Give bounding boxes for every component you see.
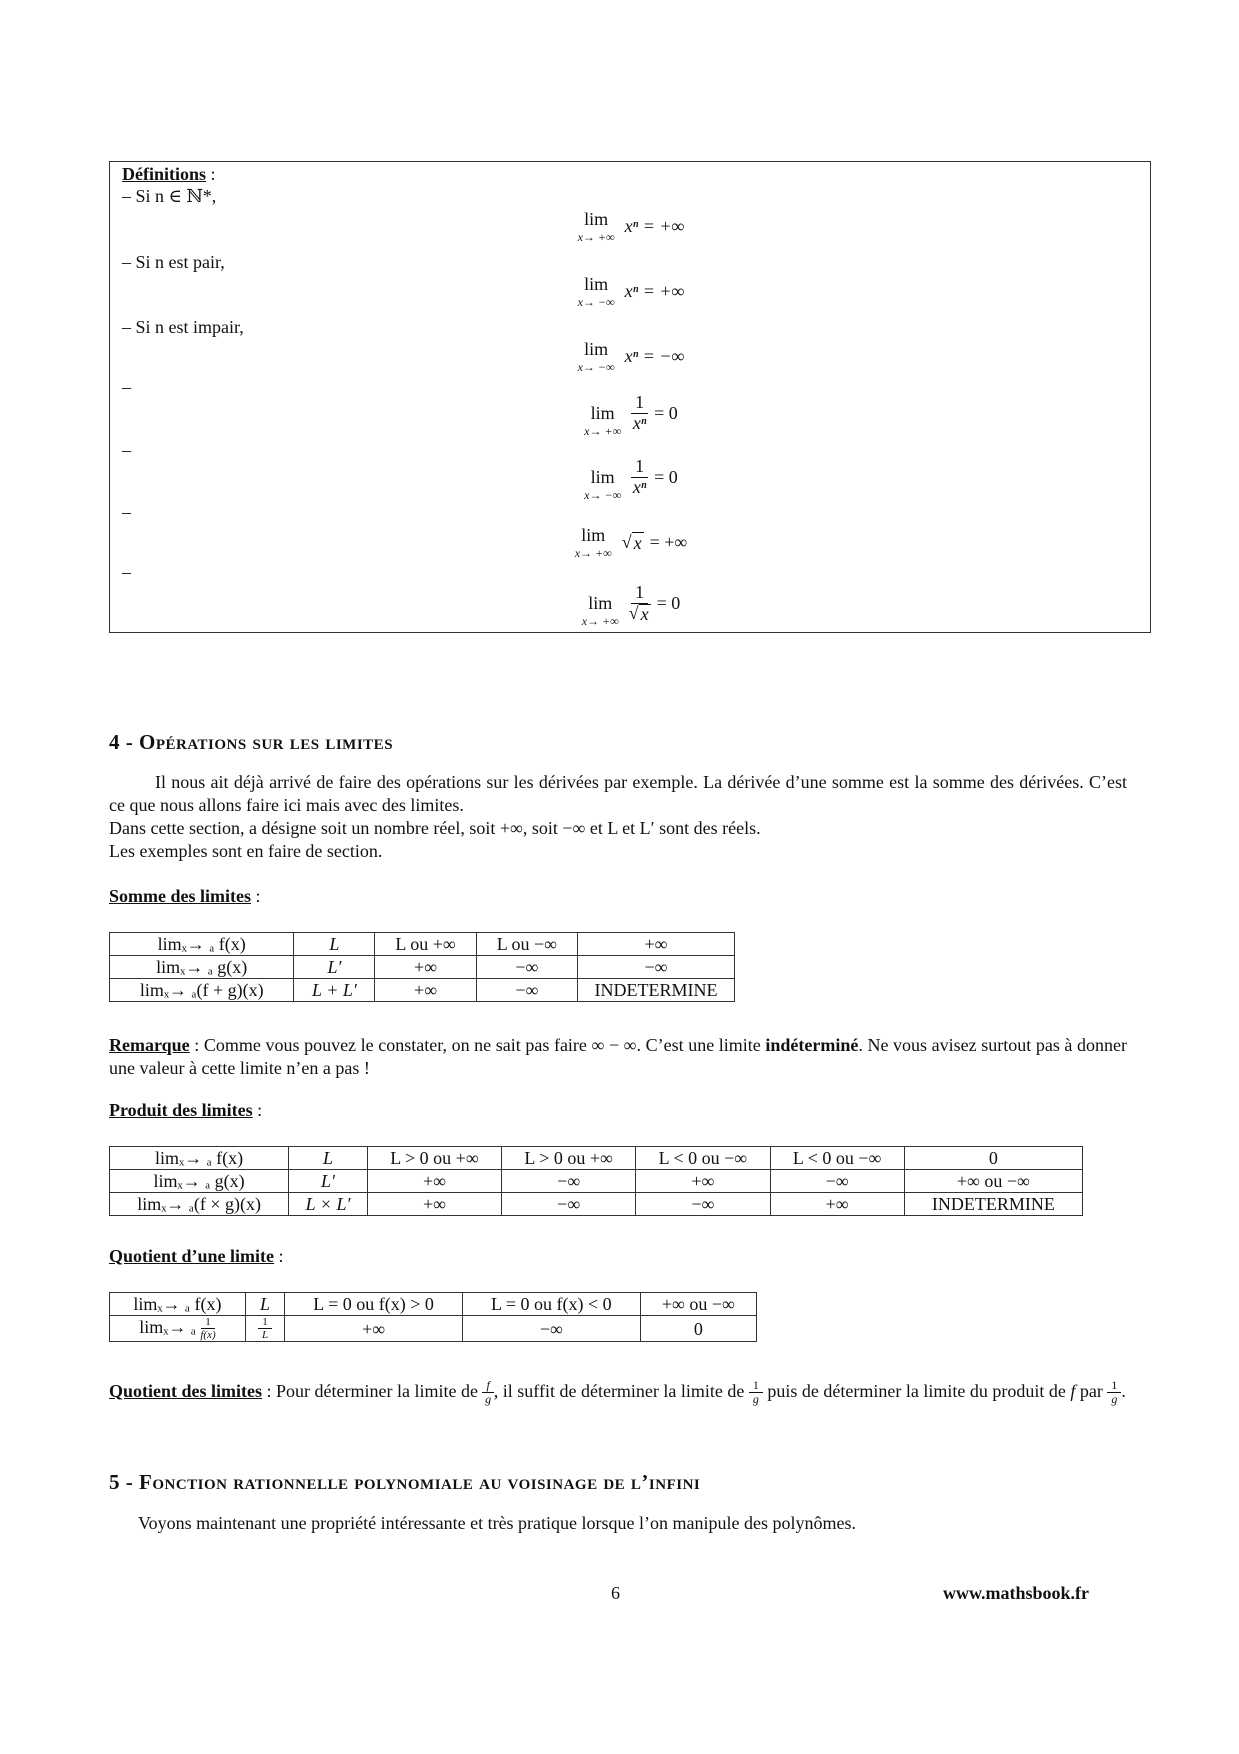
def-formula-2: lim x→ −∞ xⁿ = +∞ [577,274,685,309]
table-row: limₓ→ ₐ f(x) L L > 0 ou +∞ L > 0 ou +∞ L < 0 ou −∞ L < 0 ou −∞ 0 [110,1147,1083,1170]
somme-title: Somme des limites : [109,886,261,906]
definitions-title: Définitions : [122,164,216,184]
quotient-une-table [109,1292,757,1342]
def-formula-7: lim x→ +∞ 1 √ x = 0 [581,581,681,628]
def-item-4-label: – [122,377,131,397]
section-4-intro-1: Il nous ait déjà arrivé de faire des opérations sur les dérivées par exemple. La dérivée d’une somme est la somme des dérivées. C’est ce que nous allons faire ici mais avec des limites. [109,772,1127,815]
def-formula-6: lim x→ +∞ √ x = +∞ [574,525,688,560]
table-row: limₓ→ ₐ(f × g)(x) L × L′ +∞ −∞ −∞ +∞ INDETERMINE [110,1193,1083,1216]
def-formula-5: lim x→ −∞ $\frac{1}{\text{xⁿ}}$ = 0 [584,456,678,502]
somme-table [109,932,735,1002]
definitions-box [109,161,1151,633]
section-4-intro-3: Les exemples sont en faire de section. [109,841,383,861]
section-5-title: 5 - Fonction rationnelle polynomiale au voisinage de l’infini [109,1470,701,1494]
table-row: limₓ→ ₐ(f + g)(x) L + L′ +∞ −∞ INDETERMINE [110,979,735,1002]
section-5-intro: Voyons maintenant une propriété intéressante et très pratique lorsque l’on manipule des polynômes. [138,1513,856,1533]
quotient-inverse-l: $\frac{1}{L}$ [245,1316,284,1342]
table-row: limₓ→ ₐ g(x) L′ +∞ −∞ −∞ [110,956,735,979]
def-formula-3: lim x→ −∞ xⁿ = −∞ [577,339,685,374]
def-item-7-label: – [122,562,131,582]
table-row: limₓ→ ₐ g(x) L′ +∞ −∞ +∞ −∞ +∞ ou −∞ [110,1170,1083,1193]
def-item-1-label: – Si n ∈ ℕ*, [122,186,217,206]
table-row: limₓ→ ₐ f(x) L L ou +∞ L ou −∞ +∞ [110,933,735,956]
remarque-paragraph: Remarque : Comme vous pouvez le constater, on ne sait pas faire ∞ − ∞. C’est une limite indéterminé. Ne vous avisez surtout pas à donner une valeur à cette limite n’en a pas ! [109,1035,1127,1078]
produit-title: Produit des limites : [109,1100,263,1120]
def-item-6-label: – [122,502,131,522]
quotient-inverse-head: limₓ→ ₐ $\frac{1}{f(x)}$ [110,1316,246,1342]
site-url[interactable]: www.mathsbook.fr [943,1583,1090,1603]
section-4-intro-2: Dans cette section, a désigne soit un nombre réel, soit +∞, soit −∞ et L et L′ sont des réels. [109,818,761,838]
section-4-title: 4 - Opérations sur les limites [109,730,394,754]
def-formula-4: lim x→ +∞ $\frac{1}{\text{xⁿ}}$ = 0 [584,392,678,438]
table-row: limₓ→ ₐ f(x) L L = 0 ou f(x) > 0 L = 0 ou f(x) < 0 +∞ ou −∞ [110,1293,757,1316]
def-item-5-label: – [122,440,131,460]
produit-table [109,1146,1083,1216]
quotient-une-title: Quotient d’une limite : [109,1246,284,1266]
page-number: 6 [611,1583,620,1603]
quotient-des-paragraph: Quotient des limites : Pour déterminer la limite de $\frac{f}{g}$ , il suffit de déterminer la limite de $\frac{1}{g}$ puis de déterminer la limite du produit de f par $\frac{1}{g}$ . [109,1378,1126,1407]
def-formula-1: lim x→ +∞ xⁿ = +∞ [577,209,685,244]
table-row: limₓ→ ₐ $\frac{1}{f(x)}$ $\frac{1}{L}$ +∞ −∞ 0 [110,1316,757,1342]
def-item-2-label: – Si n est pair, [122,252,225,272]
def-item-3-label: – Si n est impair, [122,317,244,337]
